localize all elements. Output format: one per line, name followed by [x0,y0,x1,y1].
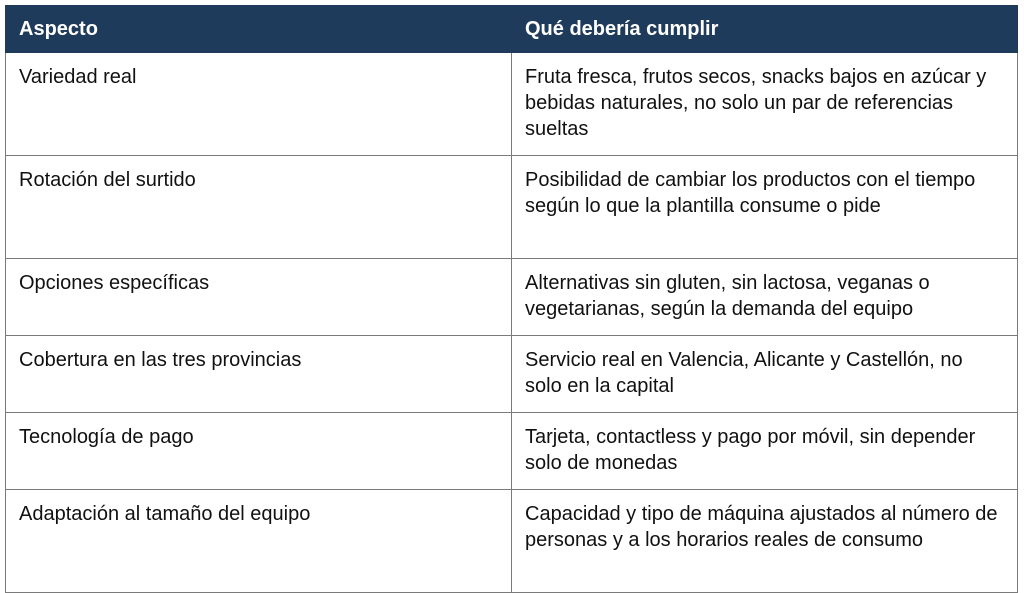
aspect-cell: Variedad real [6,53,512,156]
table-row [6,336,1018,413]
table-row [6,490,1018,593]
comparison-table [5,5,1018,593]
aspect-cell: Tecnología de pago [6,413,512,490]
header-row [6,6,1018,53]
table-row [6,259,1018,336]
requirement-cell: Alternativas sin gluten, sin lactosa, veganas o vegetarianas, según la demanda del equipo [512,259,1018,336]
table-body [6,53,1018,593]
table-header [6,6,1018,53]
table-row [6,156,1018,259]
table-row [6,53,1018,156]
comparison-table-container [5,5,1017,593]
requirement-cell: Tarjeta, contactless y pago por móvil, sin depender solo de monedas [512,413,1018,490]
column-header-aspecto: Aspecto [6,6,512,53]
aspect-cell: Rotación del surtido [6,156,512,259]
requirement-cell: Fruta fresca, frutos secos, snacks bajos en azúcar y bebidas naturales, no solo un par de referencias sueltas [512,53,1018,156]
column-header-requirement: Qué debería cumplir [512,6,1018,53]
requirement-cell: Capacidad y tipo de máquina ajustados al número de personas y a los horarios reales de consumo [512,490,1018,593]
aspect-cell: Opciones específicas [6,259,512,336]
table-row [6,413,1018,490]
requirement-cell: Posibilidad de cambiar los productos con el tiempo según lo que la plantilla consume o pide [512,156,1018,259]
requirement-cell: Servicio real en Valencia, Alicante y Castellón, no solo en la capital [512,336,1018,413]
aspect-cell: Cobertura en las tres provincias [6,336,512,413]
aspect-cell: Adaptación al tamaño del equipo [6,490,512,593]
